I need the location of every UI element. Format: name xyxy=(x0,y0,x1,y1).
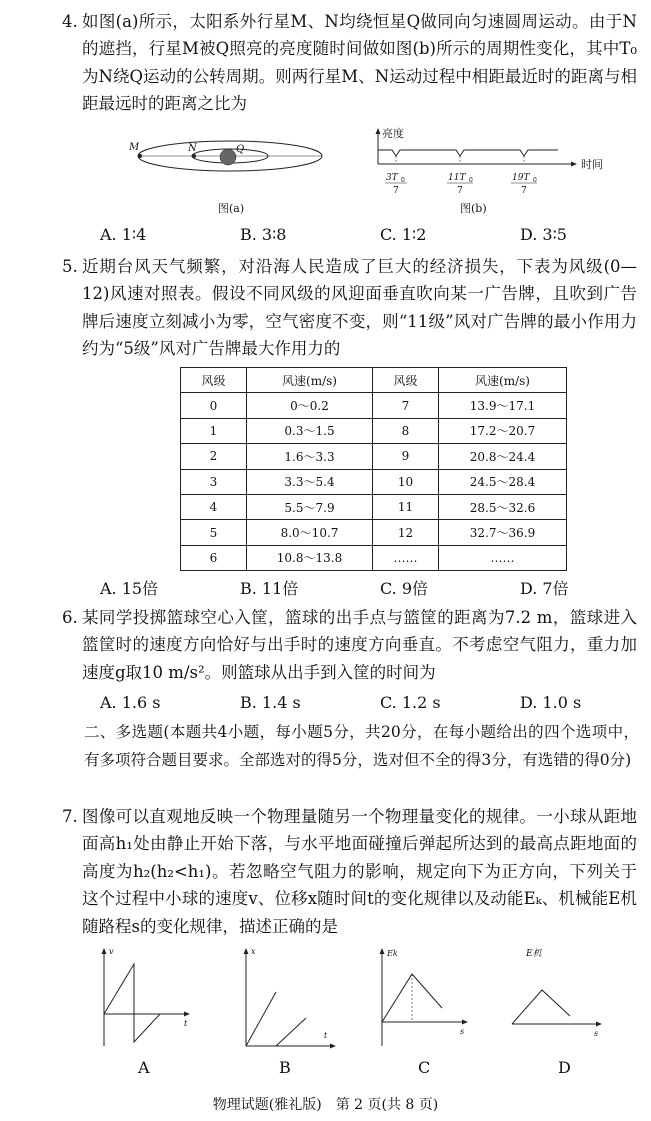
table-cell: 3 xyxy=(181,469,247,494)
graph-c-label[interactable]: C xyxy=(418,1058,431,1077)
table-cell: 5.5～7.9 xyxy=(247,494,373,519)
graph-b-x-axis: t xyxy=(324,1031,328,1040)
table-cell: 10.8～13.8 xyxy=(247,545,373,570)
label-m: M xyxy=(129,142,140,153)
table-cell: 0 xyxy=(181,393,247,418)
star-q xyxy=(220,149,236,165)
question-text: 图像可以直观地反映一个物理量随另一个物理量变化的规律。一小球从距地面高h₁处由静止开始下落，与水平地面碰撞后弹起所达到的最高点距地面的高度为h₂(h₂<h₁)。若忽略空气阻力的影响，规定向下为正方向，下列关于这个过程中小球的速度v、位移x随时间t的变化规律以及动能Eₖ、机械能E机随路程s的变化规律，描述正确的是 xyxy=(82,807,637,936)
table-cell: 24.5～28.4 xyxy=(439,469,567,494)
x-axis-label: 时间 xyxy=(581,158,603,171)
option-b[interactable]: B. 1.4 s xyxy=(240,693,301,712)
graph-b xyxy=(240,946,340,1056)
figure-b-caption: 图(b) xyxy=(460,202,487,215)
graph-a-x-axis: t xyxy=(184,1019,188,1028)
graph-c xyxy=(376,946,476,1056)
table-cell: 5 xyxy=(181,520,247,545)
header-cell: 风速(m/s) xyxy=(439,368,567,393)
table-cell: 10 xyxy=(373,469,439,494)
graph-d-y-axis: E机 xyxy=(526,949,542,959)
table-cell: 9 xyxy=(373,444,439,469)
planet-n xyxy=(192,154,196,158)
question-number: 7. xyxy=(62,807,78,826)
option-c[interactable]: C. 9倍 xyxy=(380,579,429,598)
graph-c-y-axis: Ek xyxy=(387,949,398,958)
table-cell: 12 xyxy=(373,520,439,545)
table-cell: 8 xyxy=(373,418,439,443)
graph-a-y-axis: v xyxy=(109,947,114,956)
table-cell: 20.8～24.4 xyxy=(439,444,567,469)
table-row xyxy=(181,494,567,519)
question-6 xyxy=(62,604,637,686)
label-n: N xyxy=(188,143,197,154)
option-d[interactable]: D. 3∶5 xyxy=(520,225,567,244)
option-a[interactable]: A. 1∶4 xyxy=(100,225,147,244)
tick-3-den: 7 xyxy=(521,186,527,196)
table-cell: 28.5～32.6 xyxy=(439,494,567,519)
table-cell: 11 xyxy=(373,494,439,519)
header-cell: 风速(m/s) xyxy=(247,368,373,393)
table-cell: 3.3～5.4 xyxy=(247,469,373,494)
table-cell: 7 xyxy=(373,393,439,418)
option-c[interactable]: C. 1∶2 xyxy=(380,225,427,244)
table-cell: 1 xyxy=(181,418,247,443)
table-header-row xyxy=(181,368,567,393)
option-a[interactable]: A. 15倍 xyxy=(100,579,159,598)
option-b[interactable]: B. 11倍 xyxy=(240,579,299,598)
header-cell: 风级 xyxy=(373,368,439,393)
graph-a xyxy=(98,946,198,1056)
question-4 xyxy=(62,8,637,118)
table-row xyxy=(181,393,567,418)
table-cell: 4 xyxy=(181,494,247,519)
graph-a-label[interactable]: A xyxy=(138,1058,150,1077)
option-a[interactable]: A. 1.6 s xyxy=(100,693,161,712)
label-q: Q xyxy=(236,144,245,155)
table-row xyxy=(181,520,567,545)
tick-1-den: 7 xyxy=(393,186,399,196)
y-axis-label: 亮度 xyxy=(382,127,404,140)
tick-2-den: 7 xyxy=(457,186,463,196)
option-d[interactable]: D. 1.0 s xyxy=(520,693,582,712)
table-cell: 6 xyxy=(181,545,247,570)
figure-b-brightness xyxy=(372,126,612,206)
option-c[interactable]: C. 1.2 s xyxy=(380,693,441,712)
table-cell: 32.7～36.9 xyxy=(439,520,567,545)
table-cell: 8.0～10.7 xyxy=(247,520,373,545)
question-number: 4. xyxy=(62,12,78,31)
question-number: 6. xyxy=(62,608,78,627)
table-cell: 2 xyxy=(181,444,247,469)
brightness-curve xyxy=(378,150,558,156)
page-footer: 物理试题(雅礼版) 第 2 页(共 8 页) xyxy=(212,1097,439,1113)
table-cell: 1.6～3.3 xyxy=(247,444,373,469)
header-cell: 风级 xyxy=(181,368,247,393)
tick-3-sub: 0 xyxy=(533,177,537,184)
graph-d-x-axis: s xyxy=(594,1029,599,1038)
figure-a-caption: 图(a) xyxy=(218,202,245,215)
graph-b-y-axis: x xyxy=(251,947,256,956)
table-cell: …… xyxy=(439,545,567,570)
wind-speed-table xyxy=(180,367,567,571)
question-text: 某同学投掷篮球空心入筐，篮球的出手点与篮筐的距离为7.2 m，篮球进入篮筐时的速度方向恰好与出手时的速度方向垂直。不考虑空气阻力，重力加速度g取10 m/s²。则篮球从出手到入筐的时间为 xyxy=(82,608,637,682)
tick-1-sub: 0 xyxy=(401,177,405,184)
question-7 xyxy=(62,803,637,940)
table-row xyxy=(181,469,567,494)
table-row xyxy=(181,545,567,570)
tick-2-sub: 0 xyxy=(469,177,473,184)
table-cell: 0.3～1.5 xyxy=(247,418,373,443)
option-d[interactable]: D. 7倍 xyxy=(520,579,569,598)
graph-d-label[interactable]: D xyxy=(558,1058,571,1077)
table-cell: …… xyxy=(373,545,439,570)
graph-b-label[interactable]: B xyxy=(279,1058,291,1077)
tick-2-num: 11T xyxy=(448,173,466,183)
graph-c-x-axis: s xyxy=(460,1027,465,1036)
table-row xyxy=(181,418,567,443)
table-cell: 13.9～17.1 xyxy=(439,393,567,418)
section-2-instructions: 二、多选题(本题共4小题，每小题5分，共20分，在每小题给出的四个选项中，有多项符合题目要求。全部选对的得5分，选对但不全的得3分，有选错的得0分) xyxy=(84,723,639,769)
table-row xyxy=(181,444,567,469)
question-5 xyxy=(62,253,637,363)
tick-3-num: 19T xyxy=(512,173,530,183)
option-b[interactable]: B. 3∶8 xyxy=(240,225,287,244)
question-text: 如图(a)所示，太阳系外行星M、N均绕恒星Q做同向匀速圆周运动。由于N的遮挡，行星M被Q照亮的亮度随时间做如图(b)所示的周期性变化，其中T₀为N绕Q运动的公转周期。则两行星M、N运动过程中相距最近时的距离与相距最远时的距离之比为 xyxy=(82,12,637,114)
question-number: 5. xyxy=(62,257,78,276)
graph-d xyxy=(506,946,616,1056)
table-cell: 0～0.2 xyxy=(247,393,373,418)
table-cell: 17.2～20.7 xyxy=(439,418,567,443)
tick-1-num: 3T xyxy=(386,173,398,183)
question-text: 近期台风天气频繁，对沿海人民造成了巨大的经济损失，下表为风级(0—12)风速对照表。假设不同风级的风迎面垂直吹向某一广告牌，且吹到广告牌后速度立刻减小为零，空气密度不变，则“11级”风对广告牌的最小作用力约为“5级”风对广告牌最大作用力的 xyxy=(82,257,637,359)
planet-m xyxy=(138,154,142,158)
